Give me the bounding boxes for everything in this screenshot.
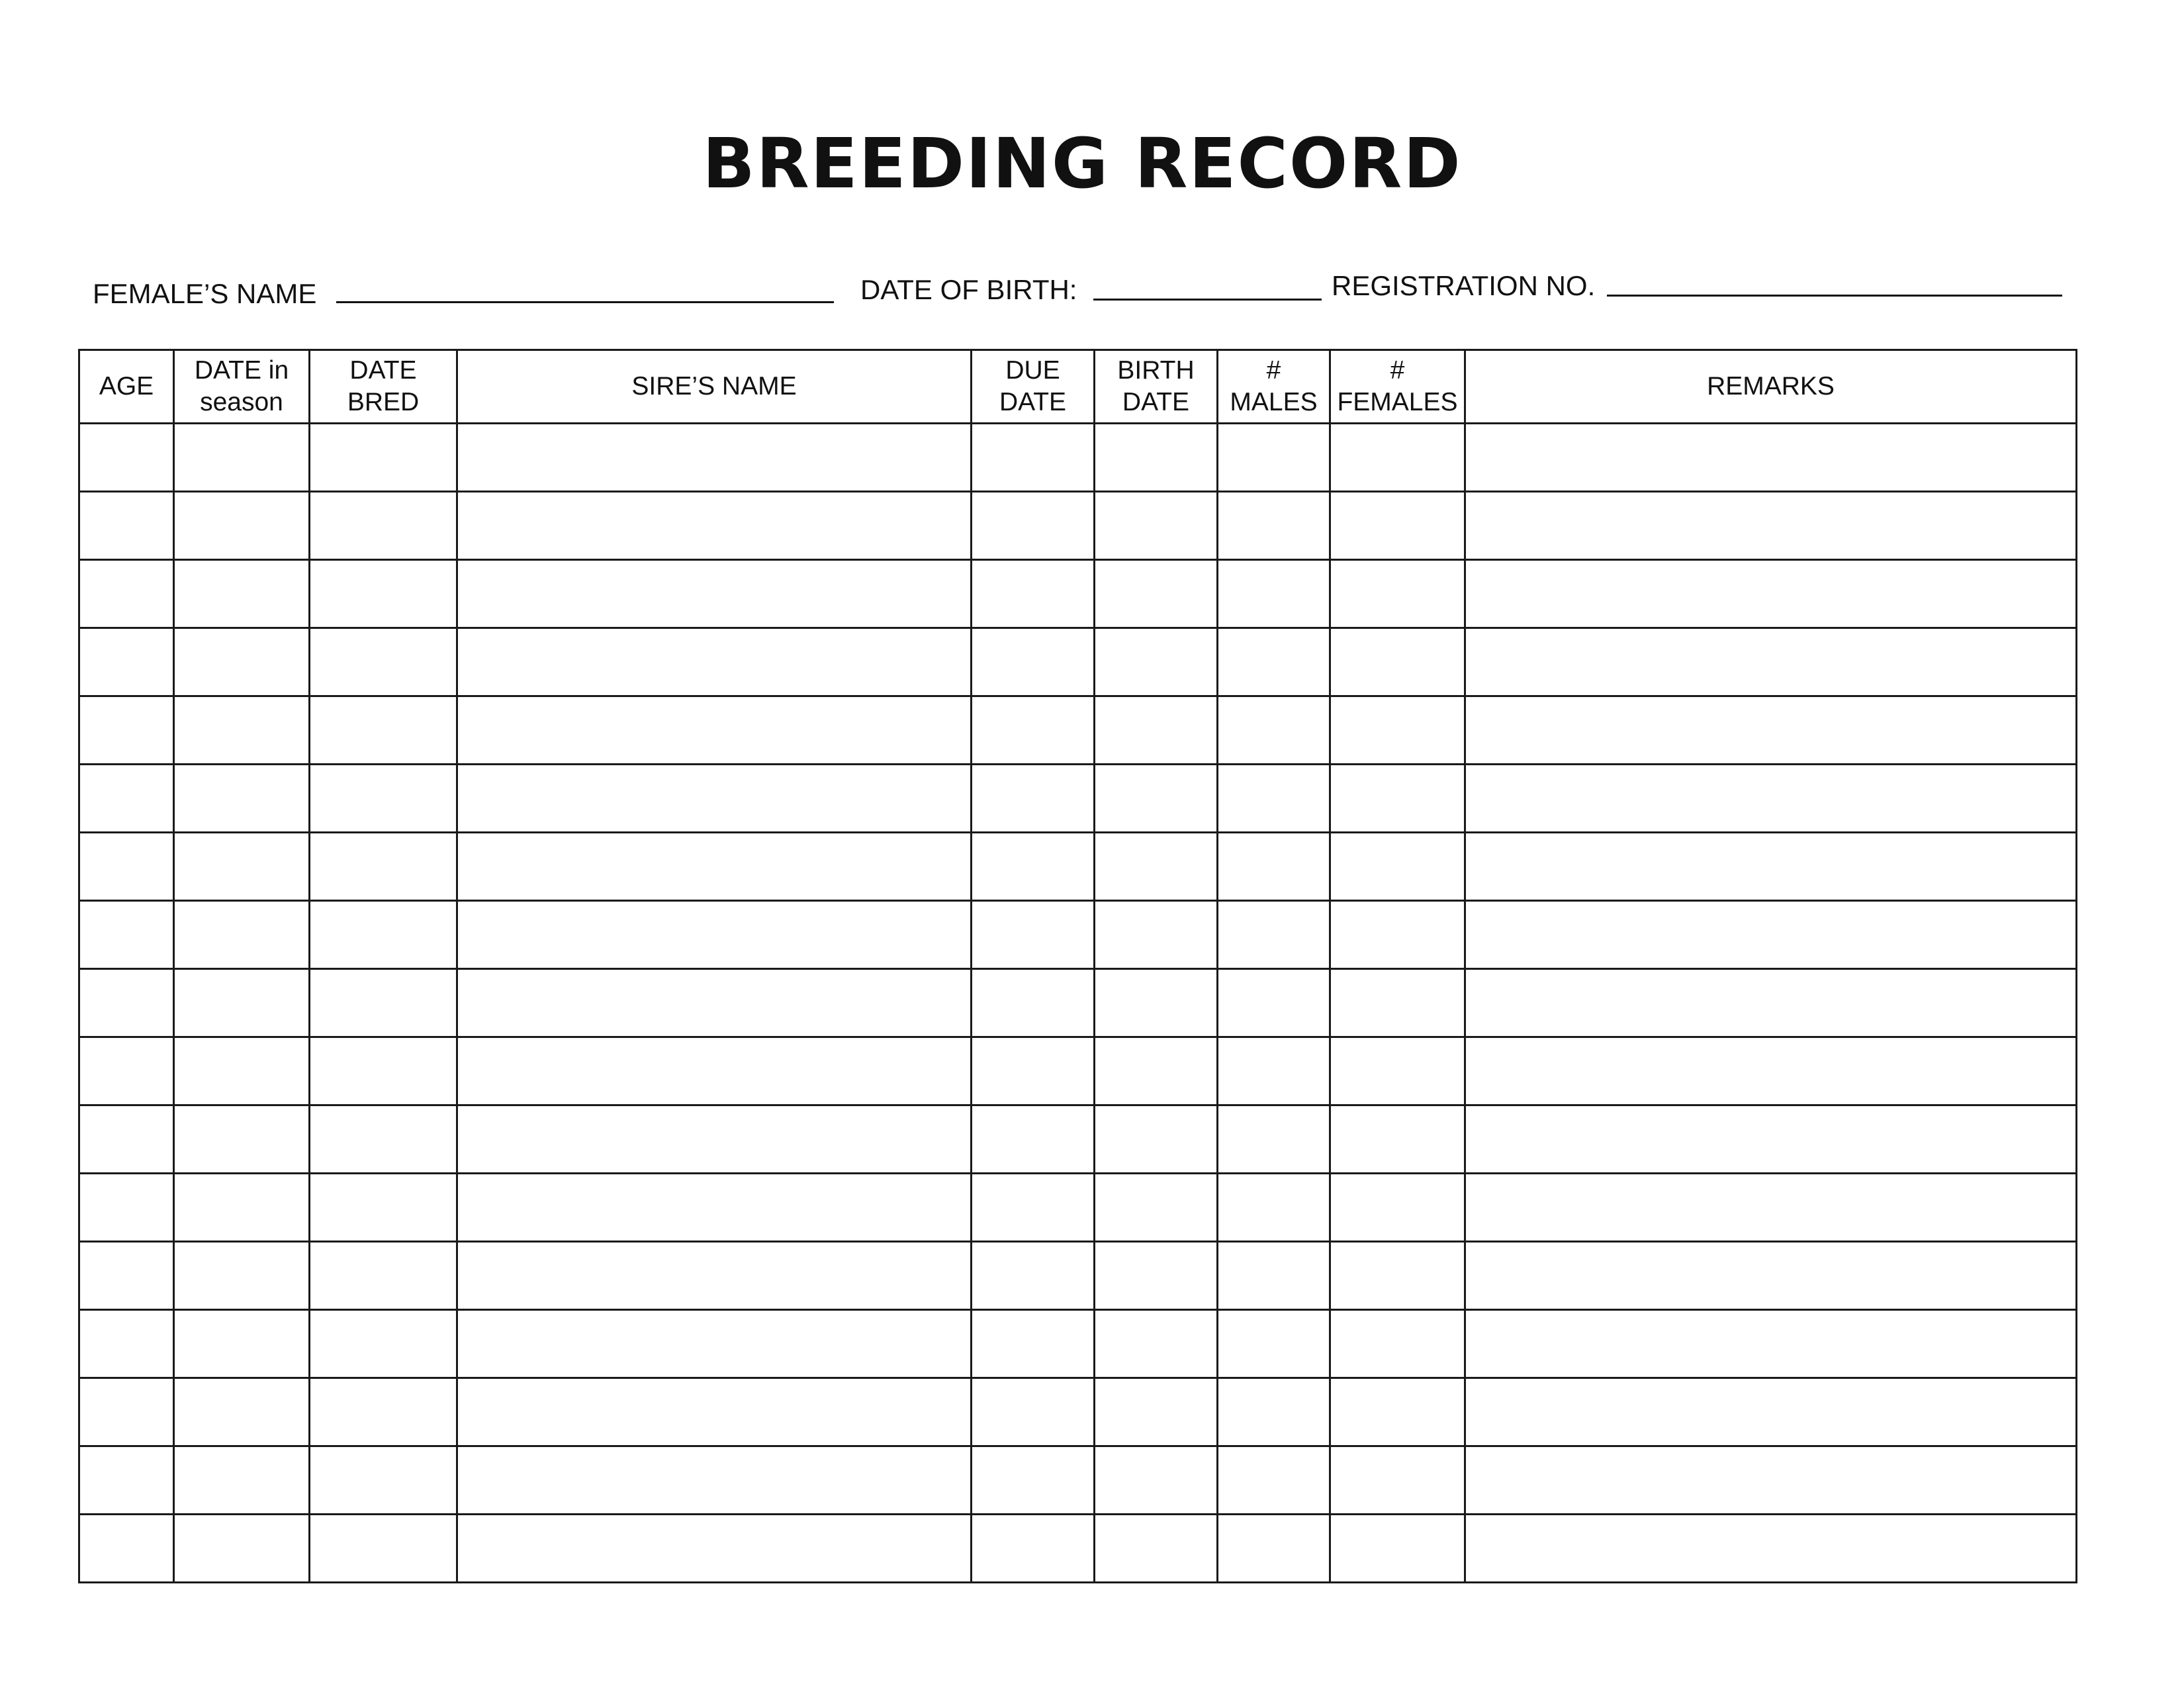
column-header-date-in-season: DATE in season [174,350,310,424]
cell-females[interactable] [1330,1515,1465,1583]
cell-due-date[interactable] [972,1242,1095,1310]
cell-remarks[interactable] [1465,1515,2077,1583]
cell-due-date[interactable] [972,1174,1095,1242]
cell-males[interactable] [1218,901,1330,969]
cell-date-in-season[interactable] [174,424,310,492]
cell-date-bred[interactable] [310,1105,457,1174]
cell-date-bred[interactable] [310,1446,457,1515]
cell-birth-date[interactable] [1095,560,1218,628]
table-row [79,969,2077,1037]
cell-date-bred[interactable] [310,833,457,901]
cell-date-in-season[interactable] [174,901,310,969]
cell-due-date[interactable] [972,1515,1095,1583]
cell-males[interactable] [1218,628,1330,696]
cell-males[interactable] [1218,560,1330,628]
cell-sires-name[interactable] [457,1515,972,1583]
cell-remarks[interactable] [1465,833,2077,901]
cell-females[interactable] [1330,424,1465,492]
cell-remarks[interactable] [1465,696,2077,765]
cell-sires-name[interactable] [457,560,972,628]
column-header-remarks: REMARKS [1465,350,2077,424]
cell-birth-date[interactable] [1095,1174,1218,1242]
cell-age[interactable] [79,1446,174,1515]
column-header-females: # FEMALES [1330,350,1465,424]
table-row [79,1174,2077,1242]
table-row [79,1446,2077,1515]
cell-males[interactable] [1218,492,1330,560]
column-header-due-date: DUE DATE [972,350,1095,424]
cell-date-bred[interactable] [310,424,457,492]
column-header-sires-name: SIRE’S NAME [457,350,972,424]
cell-birth-date[interactable] [1095,1105,1218,1174]
cell-due-date[interactable] [972,1037,1095,1105]
cell-remarks[interactable] [1465,628,2077,696]
cell-date-in-season[interactable] [174,1446,310,1515]
cell-females[interactable] [1330,628,1465,696]
cell-age[interactable] [79,1310,174,1378]
cell-females[interactable] [1330,560,1465,628]
female-name-field[interactable] [336,301,834,303]
cell-remarks[interactable] [1465,1174,2077,1242]
cell-birth-date[interactable] [1095,1515,1218,1583]
cell-sires-name[interactable] [457,628,972,696]
cell-age[interactable] [79,901,174,969]
cell-date-in-season[interactable] [174,833,310,901]
cell-females[interactable] [1330,696,1465,765]
cell-birth-date[interactable] [1095,628,1218,696]
cell-age[interactable] [79,424,174,492]
cell-males[interactable] [1218,424,1330,492]
cell-females[interactable] [1330,765,1465,833]
cell-date-bred[interactable] [310,969,457,1037]
cell-due-date[interactable] [972,628,1095,696]
table-row [79,833,2077,901]
registration-no-label: REGISTRATION NO. [1332,270,1596,301]
date-of-birth-label: DATE OF BIRTH: [860,274,1077,305]
cell-sires-name[interactable] [457,492,972,560]
column-header-males: # MALES [1218,350,1330,424]
cell-birth-date[interactable] [1095,1037,1218,1105]
cell-due-date[interactable] [972,833,1095,901]
cell-age[interactable] [79,696,174,765]
cell-females[interactable] [1330,969,1465,1037]
cell-birth-date[interactable] [1095,424,1218,492]
cell-date-in-season[interactable] [174,1378,310,1446]
table-row [79,1037,2077,1105]
cell-date-bred[interactable] [310,1037,457,1105]
table-row [79,492,2077,560]
cell-birth-date[interactable] [1095,696,1218,765]
cell-age[interactable] [79,1174,174,1242]
cell-date-in-season[interactable] [174,560,310,628]
cell-females[interactable] [1330,1037,1465,1105]
cell-age[interactable] [79,1037,174,1105]
cell-sires-name[interactable] [457,901,972,969]
cell-males[interactable] [1218,833,1330,901]
cell-remarks[interactable] [1465,492,2077,560]
table-row [79,901,2077,969]
cell-due-date[interactable] [972,424,1095,492]
cell-age[interactable] [79,969,174,1037]
cell-date-bred[interactable] [310,1378,457,1446]
cell-sires-name[interactable] [457,1446,972,1515]
table-row [79,1378,2077,1446]
cell-females[interactable] [1330,1242,1465,1310]
cell-date-bred[interactable] [310,901,457,969]
cell-remarks[interactable] [1465,424,2077,492]
cell-males[interactable] [1218,1310,1330,1378]
table-body [79,424,2077,1583]
cell-due-date[interactable] [972,1105,1095,1174]
column-header-date-bred: DATE BRED [310,350,457,424]
cell-age[interactable] [79,560,174,628]
cell-remarks[interactable] [1465,1242,2077,1310]
cell-birth-date[interactable] [1095,1242,1218,1310]
cell-date-in-season[interactable] [174,1105,310,1174]
cell-due-date[interactable] [972,969,1095,1037]
cell-males[interactable] [1218,1242,1330,1310]
cell-date-bred[interactable] [310,1310,457,1378]
cell-remarks[interactable] [1465,1446,2077,1515]
cell-remarks[interactable] [1465,765,2077,833]
page-title: BREEDING RECORD [702,123,1462,204]
cell-due-date[interactable] [972,1310,1095,1378]
cell-due-date[interactable] [972,560,1095,628]
cell-sires-name[interactable] [457,1310,972,1378]
cell-males[interactable] [1218,696,1330,765]
cell-date-bred[interactable] [310,765,457,833]
cell-sires-name[interactable] [457,1037,972,1105]
table-row [79,696,2077,765]
cell-males[interactable] [1218,1105,1330,1174]
breeding-record-table [78,349,2077,1583]
cell-age[interactable] [79,765,174,833]
table-row [79,765,2077,833]
cell-date-in-season[interactable] [174,1242,310,1310]
cell-females[interactable] [1330,1105,1465,1174]
header-fields [93,268,2065,314]
cell-date-in-season[interactable] [174,696,310,765]
cell-due-date[interactable] [972,901,1095,969]
cell-date-in-season[interactable] [174,1037,310,1105]
cell-due-date[interactable] [972,1378,1095,1446]
cell-date-in-season[interactable] [174,1310,310,1378]
cell-birth-date[interactable] [1095,492,1218,560]
cell-males[interactable] [1218,1378,1330,1446]
cell-date-bred[interactable] [310,1242,457,1310]
table-row [79,1242,2077,1310]
cell-age[interactable] [79,628,174,696]
cell-date-bred[interactable] [310,628,457,696]
table-header-row [79,350,2077,424]
table-row [79,1310,2077,1378]
cell-males[interactable] [1218,1515,1330,1583]
cell-females[interactable] [1330,492,1465,560]
cell-males[interactable] [1218,1174,1330,1242]
cell-remarks[interactable] [1465,969,2077,1037]
table-row [79,1515,2077,1583]
cell-remarks[interactable] [1465,1378,2077,1446]
cell-age[interactable] [79,1105,174,1174]
cell-birth-date[interactable] [1095,1446,1218,1515]
cell-age[interactable] [79,1378,174,1446]
cell-sires-name[interactable] [457,1242,972,1310]
cell-due-date[interactable] [972,492,1095,560]
registration-no-field[interactable] [1607,295,2062,297]
cell-females[interactable] [1330,1310,1465,1378]
cell-sires-name[interactable] [457,969,972,1037]
cell-due-date[interactable] [972,1446,1095,1515]
cell-sires-name[interactable] [457,1174,972,1242]
cell-date-in-season[interactable] [174,765,310,833]
table-row [79,424,2077,492]
cell-date-bred[interactable] [310,1515,457,1583]
cell-birth-date[interactable] [1095,1378,1218,1446]
cell-females[interactable] [1330,1174,1465,1242]
cell-birth-date[interactable] [1095,969,1218,1037]
cell-date-bred[interactable] [310,492,457,560]
table-row [79,560,2077,628]
cell-date-in-season[interactable] [174,628,310,696]
cell-age[interactable] [79,1242,174,1310]
cell-sires-name[interactable] [457,696,972,765]
cell-males[interactable] [1218,765,1330,833]
column-header-birth-date: BIRTH DATE [1095,350,1218,424]
cell-date-in-season[interactable] [174,1174,310,1242]
cell-birth-date[interactable] [1095,1310,1218,1378]
cell-date-in-season[interactable] [174,969,310,1037]
cell-males[interactable] [1218,1446,1330,1515]
cell-date-bred[interactable] [310,1174,457,1242]
cell-age[interactable] [79,833,174,901]
cell-sires-name[interactable] [457,1105,972,1174]
date-of-birth-field[interactable] [1093,299,1322,301]
cell-date-in-season[interactable] [174,492,310,560]
cell-sires-name[interactable] [457,765,972,833]
cell-age[interactable] [79,1515,174,1583]
cell-females[interactable] [1330,833,1465,901]
cell-males[interactable] [1218,1037,1330,1105]
cell-sires-name[interactable] [457,1378,972,1446]
cell-males[interactable] [1218,969,1330,1037]
cell-remarks[interactable] [1465,560,2077,628]
cell-remarks[interactable] [1465,1037,2077,1105]
cell-birth-date[interactable] [1095,833,1218,901]
table-row [79,1105,2077,1174]
cell-remarks[interactable] [1465,901,2077,969]
table-row [79,628,2077,696]
column-header-age: AGE [79,350,174,424]
cell-remarks[interactable] [1465,1310,2077,1378]
cell-date-bred[interactable] [310,560,457,628]
cell-due-date[interactable] [972,765,1095,833]
cell-sires-name[interactable] [457,424,972,492]
cell-date-in-season[interactable] [174,1515,310,1583]
cell-due-date[interactable] [972,696,1095,765]
cell-birth-date[interactable] [1095,765,1218,833]
cell-sires-name[interactable] [457,833,972,901]
cell-females[interactable] [1330,1378,1465,1446]
cell-birth-date[interactable] [1095,901,1218,969]
female-name-label: FEMALE’S NAME [93,278,317,309]
cell-date-bred[interactable] [310,696,457,765]
cell-age[interactable] [79,492,174,560]
cell-females[interactable] [1330,901,1465,969]
cell-remarks[interactable] [1465,1105,2077,1174]
cell-females[interactable] [1330,1446,1465,1515]
